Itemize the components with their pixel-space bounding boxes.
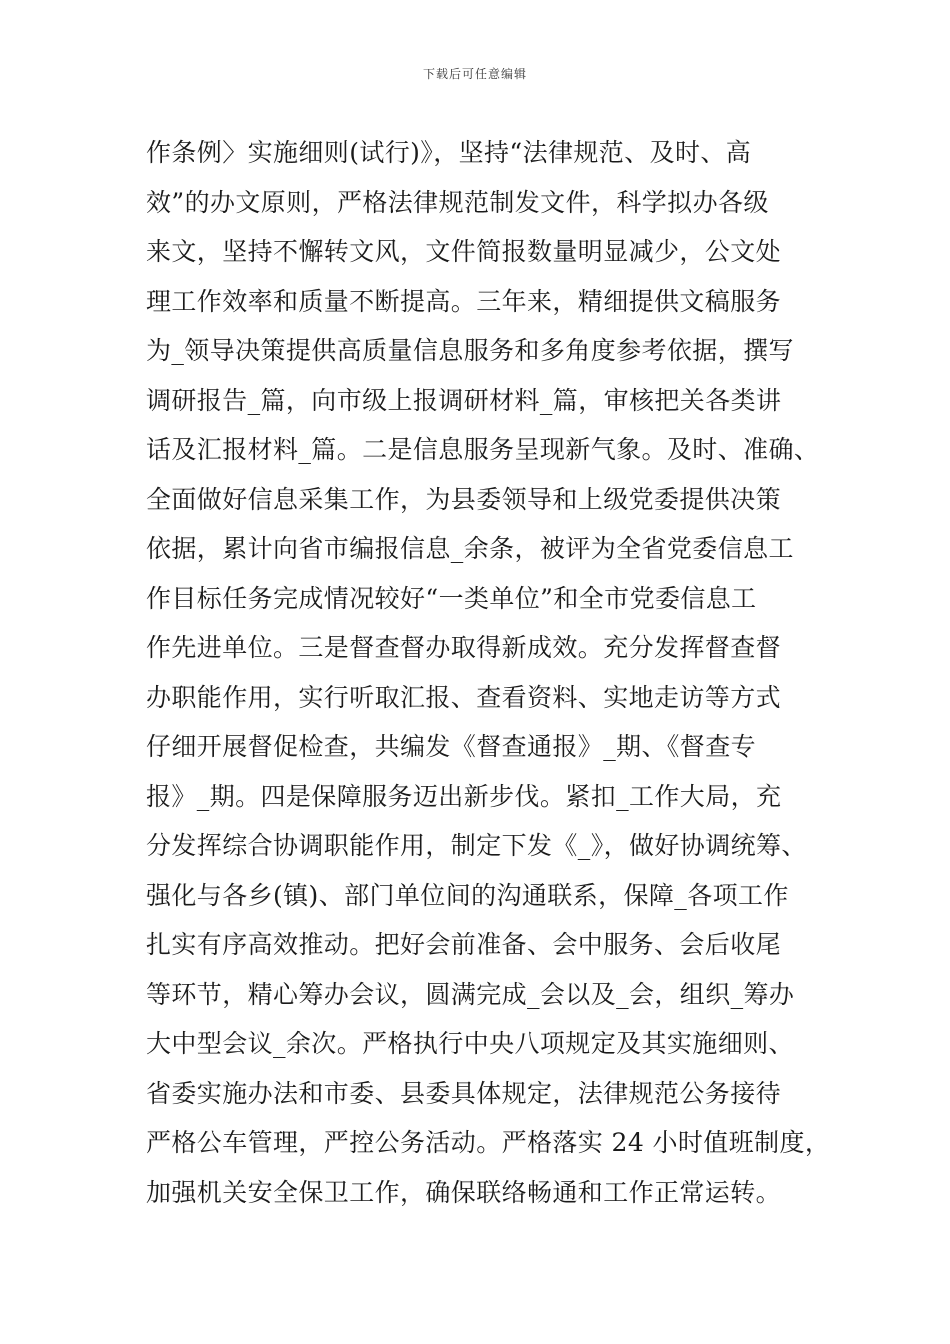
text-line: 作目标任务完成情况较好“一类单位”和全市党委信息工 [146,583,757,613]
text-line: 仔细开展督促检查，共编发《督查通报》_期、《督查专 [146,732,757,761]
text-line: 依据，累计向省市编报信息_余条，被评为全省党委信息工 [146,534,794,563]
text-line: 全面做好信息采集工作，为县委领导和上级党委提供决策 [146,484,782,514]
body-text [146,128,836,1217]
text-line: 话及汇报材料_篇。二是信息服务呈现新气象。及时、准确、 [146,435,820,464]
text-line: 为_领导决策提供高质量信息服务和多角度参考依据，撰写 [146,336,794,365]
text-line: 强化与各乡(镇)、部门单位间的沟通联系，保障_各项工作 [146,880,789,910]
text-line: 报》_期。四是保障服务迈出新步伐。紧扣_工作大局，充 [146,781,782,811]
text-line: 省委实施办法和市委、县委具体规定，法律规范公务接待 [146,1078,782,1108]
header-note: 下载后可任意编辑 [422,67,527,81]
text-line: 效”的办文原则，严格法律规范制发文件，科学拟办各级 [146,187,769,217]
text-line: 办职能作用，实行听取汇报、查看资料、实地走访等方式 [146,682,782,712]
text-line: 作条例〉实施细则(试行)》，坚持“法律规范、及时、高 [146,138,752,167]
text-line: 调研报告_篇，向市级上报调研材料_篇，审核把关各类讲 [146,385,782,415]
text-line: 分发挥综合协调职能作用，制定下发《_》，做好协调统筹、 [146,831,807,860]
text-line: 等环节，精心筹办会议，圆满完成_会以及_会，组织_筹办 [146,979,795,1009]
text-line: 加强机关安全保卫工作，确保联络畅通和工作正常运转。 [146,1177,782,1207]
text-line: 理工作效率和质量不断提高。三年来，精细提供文稿服务 [146,286,782,316]
text-line: 作先进单位。三是督查督办取得新成效。充分发挥督查督 [146,633,782,662]
text-line: 严格公车管理，严控公务活动。严格落实 24 小时值班制度， [146,1128,831,1157]
text-line: 大中型会议_余次。严格执行中央八项规定及其实施细则、 [146,1029,794,1058]
text-line: 来文，坚持不懈转文风，文件简报数量明显减少，公文处 [146,237,782,266]
text-line: 扎实有序高效推动。把好会前准备、会中服务、会后收尾 [146,930,782,959]
